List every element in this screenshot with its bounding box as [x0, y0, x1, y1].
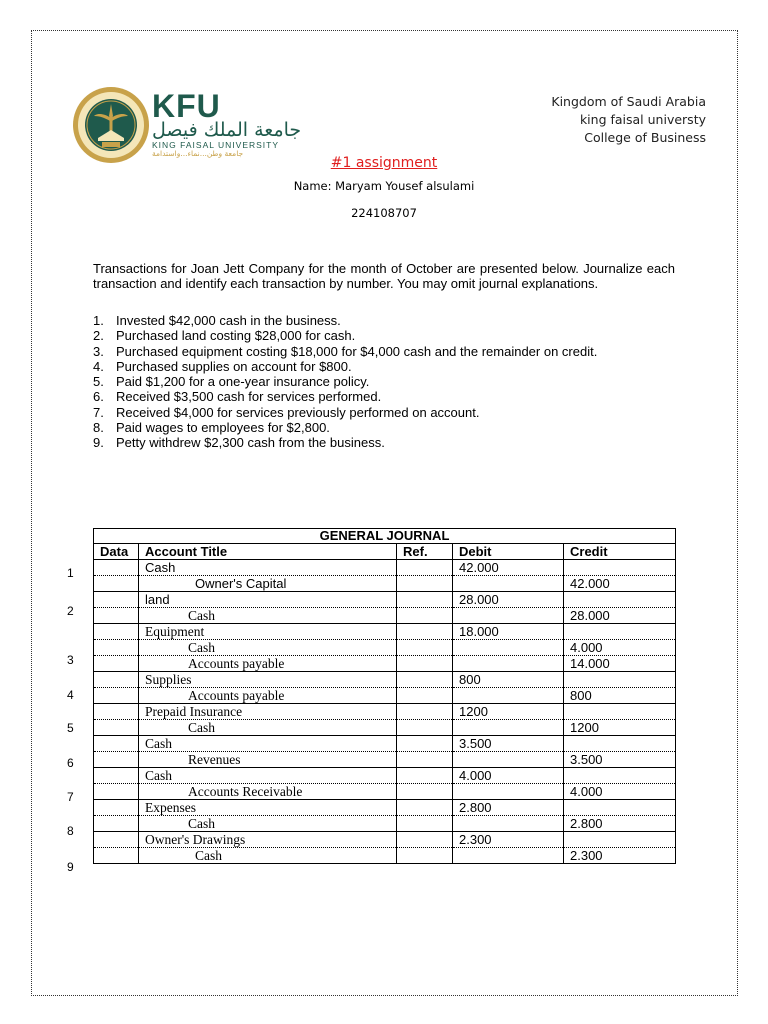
- journal-cell-date: [94, 784, 139, 800]
- journal-cell-credit: 14.000: [564, 656, 676, 672]
- journal-cell-ref: [397, 784, 453, 800]
- journal-row: [94, 832, 676, 848]
- journal-cell-ref: [397, 768, 453, 784]
- transaction-text: Purchased equipment costing $18,000 for $4,000 cash and the remainder on credit.: [116, 343, 598, 359]
- journal-title: GENERAL JOURNAL: [94, 529, 676, 544]
- journal-cell-account: Accounts Receivable: [139, 784, 397, 800]
- journal-cell-credit: [564, 672, 676, 688]
- journal-cell-debit: [453, 784, 564, 800]
- transaction-number: 1.: [93, 313, 104, 328]
- transaction-text: Purchased supplies on account for $800.: [116, 358, 352, 374]
- journal-cell-credit: [564, 800, 676, 816]
- journal-cell-account: Owner's Drawings: [139, 832, 397, 848]
- journal-cell-ref: [397, 608, 453, 624]
- header-country: Kingdom of Saudi Arabia: [551, 94, 706, 109]
- journal-row: [94, 608, 676, 624]
- journal-row: [94, 704, 676, 720]
- entry-number: 8: [67, 824, 74, 838]
- journal-cell-date: [94, 800, 139, 816]
- journal-cell-debit: [453, 848, 564, 864]
- kfu-wordmark: KFU: [152, 88, 221, 124]
- journal-cell-credit: 4.000: [564, 784, 676, 800]
- journal-row: [94, 720, 676, 736]
- transaction-item: [93, 420, 597, 435]
- transaction-item: [93, 313, 597, 328]
- journal-cell-ref: [397, 592, 453, 608]
- journal-cell-date: [94, 576, 139, 592]
- transaction-number: 4.: [93, 358, 104, 374]
- journal-cell-debit: 42.000: [453, 560, 564, 576]
- transaction-number: 9.: [93, 435, 104, 451]
- transaction-number: 6.: [93, 389, 104, 405]
- journal-cell-debit: 1200: [453, 704, 564, 720]
- journal-cell-date: [94, 640, 139, 656]
- journal-cell-account: Cash: [139, 560, 397, 576]
- journal-cell-credit: [564, 560, 676, 576]
- journal-cell-ref: [397, 672, 453, 688]
- journal-cell-date: [94, 656, 139, 672]
- col-header-credit: Credit: [564, 544, 676, 560]
- journal-row: [94, 768, 676, 784]
- journal-cell-ref: [397, 624, 453, 640]
- journal-cell-account: Accounts payable: [139, 656, 397, 672]
- institution-header: [551, 93, 706, 147]
- transaction-number: 8.: [93, 420, 104, 436]
- entry-number: 2: [67, 604, 74, 618]
- university-slogan: جامعة وطن...نماء...واستدامة: [152, 149, 244, 158]
- journal-cell-ref: [397, 752, 453, 768]
- journal-cell-debit: 2.300: [453, 832, 564, 848]
- transaction-list: [93, 313, 597, 451]
- journal-cell-account: Expenses: [139, 800, 397, 816]
- journal-row: [94, 816, 676, 832]
- transaction-number: 7.: [93, 404, 104, 420]
- journal-cell-account: Cash: [139, 736, 397, 752]
- journal-cell-credit: [564, 832, 676, 848]
- journal-cell-debit: 18.000: [453, 624, 564, 640]
- transaction-number: 2.: [93, 328, 104, 344]
- journal-cell-debit: [453, 608, 564, 624]
- transaction-text: Paid $1,200 for a one-year insurance policy.: [116, 374, 370, 390]
- journal-cell-debit: 800: [453, 672, 564, 688]
- col-header-account-title: Account Title: [139, 544, 397, 560]
- entry-number: 6: [67, 756, 74, 770]
- assignment-title: #1 assignment: [330, 155, 438, 171]
- journal-cell-account: Revenues: [139, 752, 397, 768]
- transaction-text: Received $3,500 cash for services performed.: [116, 389, 382, 405]
- journal-cell-debit: [453, 816, 564, 832]
- journal-row: [94, 576, 676, 592]
- header-university: king faisal universty: [579, 112, 706, 127]
- journal-cell-debit: [453, 688, 564, 704]
- entry-number: 1: [67, 566, 74, 580]
- journal-row: [94, 624, 676, 640]
- journal-cell-ref: [397, 848, 453, 864]
- entry-number: 5: [67, 721, 74, 735]
- col-header-debit: Debit: [453, 544, 564, 560]
- journal-cell-credit: 4.000: [564, 640, 676, 656]
- journal-cell-ref: [397, 800, 453, 816]
- journal-cell-credit: 2.300: [564, 848, 676, 864]
- entry-number: 3: [67, 653, 74, 667]
- journal-cell-credit: [564, 704, 676, 720]
- university-english-name: KING FAISAL UNIVERSITY: [152, 140, 280, 150]
- journal-cell-account: Supplies: [139, 672, 397, 688]
- journal-cell-ref: [397, 688, 453, 704]
- journal-cell-date: [94, 736, 139, 752]
- journal-cell-ref: [397, 720, 453, 736]
- journal-row: [94, 656, 676, 672]
- university-arabic-name: جامعة الملك فيصل: [152, 119, 302, 141]
- journal-cell-date: [94, 720, 139, 736]
- journal-cell-ref: [397, 656, 453, 672]
- journal-cell-date: [94, 560, 139, 576]
- journal-cell-credit: 2.800: [564, 816, 676, 832]
- journal-cell-date: [94, 624, 139, 640]
- transaction-number: 3.: [93, 343, 104, 359]
- transaction-item: [93, 344, 597, 359]
- journal-cell-credit: 800: [564, 688, 676, 704]
- journal-cell-account: Cash: [139, 768, 397, 784]
- journal-row: [94, 784, 676, 800]
- transaction-text: Purchased land costing $28,000 for cash.: [116, 328, 356, 344]
- header-college: College of Business: [584, 130, 706, 145]
- kfu-seal-logo: [72, 86, 150, 164]
- journal-row: [94, 640, 676, 656]
- journal-cell-debit: 2.800: [453, 800, 564, 816]
- journal-cell-ref: [397, 560, 453, 576]
- transaction-text: Petty withdrew $2,300 cash from the business.: [116, 435, 385, 451]
- journal-cell-ref: [397, 576, 453, 592]
- journal-cell-debit: [453, 720, 564, 736]
- journal-cell-date: [94, 672, 139, 688]
- transaction-item: [93, 359, 597, 374]
- entry-number: 9: [67, 860, 74, 874]
- journal-cell-credit: 28.000: [564, 608, 676, 624]
- journal-cell-debit: 3.500: [453, 736, 564, 752]
- journal-cell-debit: [453, 656, 564, 672]
- journal-cell-date: [94, 608, 139, 624]
- transaction-item: [93, 374, 597, 389]
- journal-cell-date: [94, 704, 139, 720]
- journal-row: [94, 848, 676, 864]
- journal-cell-ref: [397, 640, 453, 656]
- journal-row: [94, 592, 676, 608]
- journal-cell-ref: [397, 736, 453, 752]
- journal-cell-credit: [564, 768, 676, 784]
- transaction-item: [93, 389, 597, 404]
- journal-cell-credit: 42.000: [564, 576, 676, 592]
- journal-row: [94, 736, 676, 752]
- journal-cell-date: [94, 688, 139, 704]
- journal-cell-ref: [397, 816, 453, 832]
- journal-cell-account: Cash: [139, 608, 397, 624]
- journal-cell-debit: [453, 640, 564, 656]
- col-header-ref: Ref.: [397, 544, 453, 560]
- journal-cell-date: [94, 592, 139, 608]
- journal-row: [94, 752, 676, 768]
- journal-cell-account: Cash: [139, 640, 397, 656]
- journal-row: [94, 800, 676, 816]
- transaction-item: [93, 435, 597, 450]
- journal-cell-account: Cash: [139, 816, 397, 832]
- entry-number: 7: [67, 790, 74, 804]
- journal-cell-ref: [397, 704, 453, 720]
- journal-cell-credit: [564, 592, 676, 608]
- journal-cell-account: Cash: [139, 848, 397, 864]
- journal-cell-ref: [397, 832, 453, 848]
- journal-cell-credit: 1200: [564, 720, 676, 736]
- instructions-paragraph: Transactions for Joan Jett Company for the month of October are presented below. Journalize each transaction and identify each transaction by number. You may omit journal explanations.: [93, 261, 675, 292]
- journal-cell-date: [94, 832, 139, 848]
- transaction-item: [93, 328, 597, 343]
- journal-cell-date: [94, 768, 139, 784]
- student-name: Name: Maryam Yousef alsulami: [293, 179, 475, 193]
- journal-cell-credit: [564, 736, 676, 752]
- journal-cell-debit: [453, 576, 564, 592]
- transaction-text: Received $4,000 for services previously performed on account.: [116, 404, 480, 420]
- journal-cell-date: [94, 752, 139, 768]
- transaction-text: Invested $42,000 cash in the business.: [116, 313, 341, 328]
- journal-cell-account: Prepaid Insurance: [139, 704, 397, 720]
- journal-row: [94, 688, 676, 704]
- student-id: 224108707: [351, 206, 417, 220]
- journal-cell-credit: 3.500: [564, 752, 676, 768]
- journal-row: [94, 560, 676, 576]
- journal-cell-date: [94, 848, 139, 864]
- journal-cell-account: Equipment: [139, 624, 397, 640]
- journal-row: [94, 672, 676, 688]
- col-header-data: Data: [94, 544, 139, 560]
- general-journal-table: [93, 528, 676, 864]
- transaction-item: [93, 405, 597, 420]
- journal-cell-account: Owner's Capital: [139, 576, 397, 592]
- transaction-number: 5.: [93, 374, 104, 390]
- transaction-text: Paid wages to employees for $2,800.: [116, 420, 330, 436]
- journal-cell-account: Accounts payable: [139, 688, 397, 704]
- journal-cell-debit: 4.000: [453, 768, 564, 784]
- journal-cell-account: Cash: [139, 720, 397, 736]
- journal-cell-debit: [453, 752, 564, 768]
- journal-cell-date: [94, 816, 139, 832]
- journal-cell-account: land: [139, 592, 397, 608]
- journal-cell-credit: [564, 624, 676, 640]
- entry-number: 4: [67, 688, 74, 702]
- journal-cell-debit: 28.000: [453, 592, 564, 608]
